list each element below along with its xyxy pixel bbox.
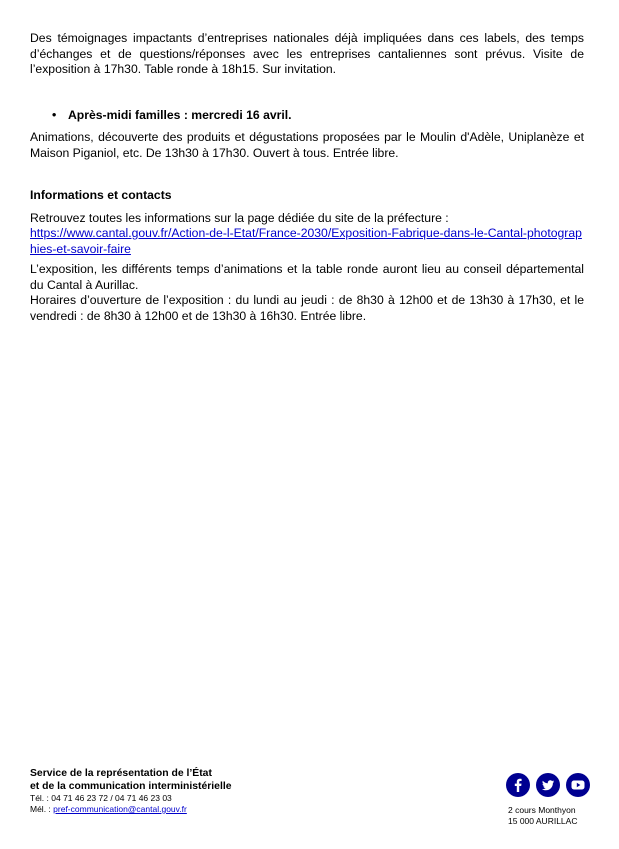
twitter-icon[interactable] (536, 773, 560, 797)
info-intro: Retrouvez toutes les informations sur la page dédiée du site de la préfecture : (30, 210, 449, 225)
hours-paragraph: Horaires d’ouverture de l’exposition : du lundi au jeudi : de 8h30 à 12h00 et de 13h30 à 17h30, et le vendredi : de 8h30 à 12h00 et de 13h30 à 16h30. Entrée libre. (30, 293, 584, 323)
info-heading: Informations et contacts (30, 188, 172, 202)
mail-link[interactable]: pref-communication@cantal.gouv.fr (53, 804, 187, 814)
service-name-line1: Service de la représentation de l’État (30, 768, 212, 779)
bullet-title: Après-midi familles : mercredi 16 avril. (68, 107, 292, 122)
mail-label: Mél. : (30, 804, 54, 814)
prefecture-page-link[interactable]: https://www.cantal.gouv.fr/Action-de-l-Etat/France-2030/Exposition-Fabrique-dans-le-Cantal-photographies-et-savoir-faire (30, 226, 582, 256)
bullet-dot: • (52, 107, 57, 122)
address-line2: 15 000 AURILLAC (508, 816, 578, 826)
facebook-icon[interactable] (506, 773, 530, 797)
intro-paragraph: Des témoignages impactants d’entreprises nationales déjà impliquées dans ces labels, des temps d’échanges et de questions/réponses avec les entreprises cantaliennes sont prévus. Visite de l’exposition à 17h30. Table ronde à 18h15. Sur invitation. (30, 31, 584, 76)
mail-line (30, 804, 590, 815)
footer (30, 767, 590, 826)
address-line1: 2 cours Monthyon (508, 805, 576, 815)
info-paragraph (30, 211, 584, 258)
location-paragraph: L’exposition, les différents temps d’animations et la table ronde auront lieu au conseil départemental du Cantal à Aurillac. (30, 262, 584, 292)
social-links (506, 773, 590, 797)
service-name-line2: et de la communication interministérielle (30, 781, 232, 792)
phone-number: Tél. : 04 71 46 23 72 / 04 71 46 23 03 (30, 793, 172, 803)
bullet-item (52, 108, 584, 124)
youtube-icon[interactable] (566, 773, 590, 797)
families-paragraph: Animations, découverte des produits et dégustations proposées par le Moulin d'Adèle, Uniplanèze et Maison Piganiol, etc. De 13h30 à 17h30. Ouvert à tous. Entrée libre. (30, 130, 584, 160)
document-body (30, 30, 584, 324)
postal-address (508, 805, 577, 827)
